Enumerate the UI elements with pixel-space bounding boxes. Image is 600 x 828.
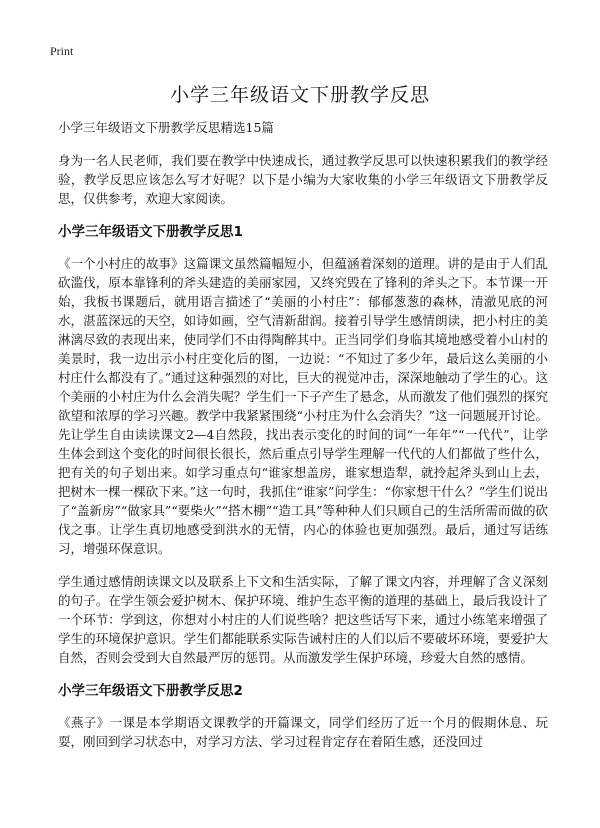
section-1-paragraph-1: 《一个小村庄的故事》这篇课文虽然篇幅短小，但蕴涵着深刻的道理。讲的是由于人们乱砍滥伐，原本靠锋利的斧头建造的美丽家园，又终究毁在了锋利的斧头之下。本节课一开始，我板书课题后，就用语言描述了“美丽的小村庄”：郁郁葱葱的森林，清澈见底的河水，湛蓝深远的天空，如诗如画，空气清新甜润。接着引导学生感情朗读，把小村庄的美淋漓尽致的表现出来，使同学们不由得陶醉其中。正当同学们身临其境地感受着小山村的美景时，我一边出示小村庄变化后的图，一边说：“不知过了多少年，最后这么美丽的小村庄什么都没有了。”通过这种强烈的对比，巨大的视觉冲击，深深地触动了学生的心。这个美丽的小村庄为什么会消失呢？学生们一下子产生了悬念，从而激发了他们强烈的探究欲望和浓厚的学习兴趣。教学中我紧紧围绕“小村庄为什么会消失？”这一问题展开讨论。先让学生自由读读课文2—4自然段，找出表示变化的时间的词“一年年”“一代代”，让学生体会到这个变化的时间很长很长，然后重点引导学生理解一代代的人们都做了些什么，把有关的句子划出来。如学习重点句“谁家想盖房，谁家想造犁，就拎起斧头到山上去，把树木一棵一棵砍下来。”这一句时，我抓住“谁家”问学生：“你家想干什么？”学生们说出了“盖新房”“做家具”“要柴火”“搭木棚”“造工具”等种种人们只顾自己的生活所需而做的砍伐之事。让学生真切地感受到洪水的无情，内心的体验也更加强烈。最后，通过写话练习，增强环保意识。 <box>58 256 548 556</box>
section-heading-1: 小学三年级语文下册教学反思1 <box>58 224 243 240</box>
print-link[interactable]: Print <box>50 44 74 58</box>
section-1-paragraph-2: 学生通过感情朗读课文以及联系上下文和生活实际，了解了课文内容，并理解了含义深刻的句子。在学生领会爱护树木、保护环境、维护生态平衡的道理的基础上，最后我设计了一个环节：学到这，你想对小村庄的人们说些啥？把这些话写下来，通过小练笔来增强了学生的环境保护意识。学生们都能联系实际告诫村庄的人们以后不要破坏环境，要爱护大自然，否则会受到大自然最严厉的惩罚。从而激发学生保护环境，珍爱大自然的感情。 <box>58 574 548 665</box>
section-heading-2: 小学三年级语文下册教学反思2 <box>58 683 243 699</box>
intro-paragraph: 身为一名人民老师，我们要在教学中快速成长，通过教学反思可以快速积累我们的教学经验，教学反思应该怎么写才好呢？以下是小编为大家收集的小学三年级语文下册教学反思，仅供参考，欢迎大家阅读。 <box>58 153 548 206</box>
article-subtitle: 小学三年级语文下册教学反思精选15篇 <box>58 120 274 135</box>
page-title: 小学三年级语文下册教学反思 <box>169 84 430 106</box>
article-body <box>58 118 548 765</box>
section-2-paragraph-1: 《燕子》一课是本学期语文课教学的开篇课文，同学们经历了近一个月的假期休息、玩耍，刚回到学习状态中，对学习方法、学习过程肯定存在着陌生感，还没回过 <box>58 715 548 749</box>
